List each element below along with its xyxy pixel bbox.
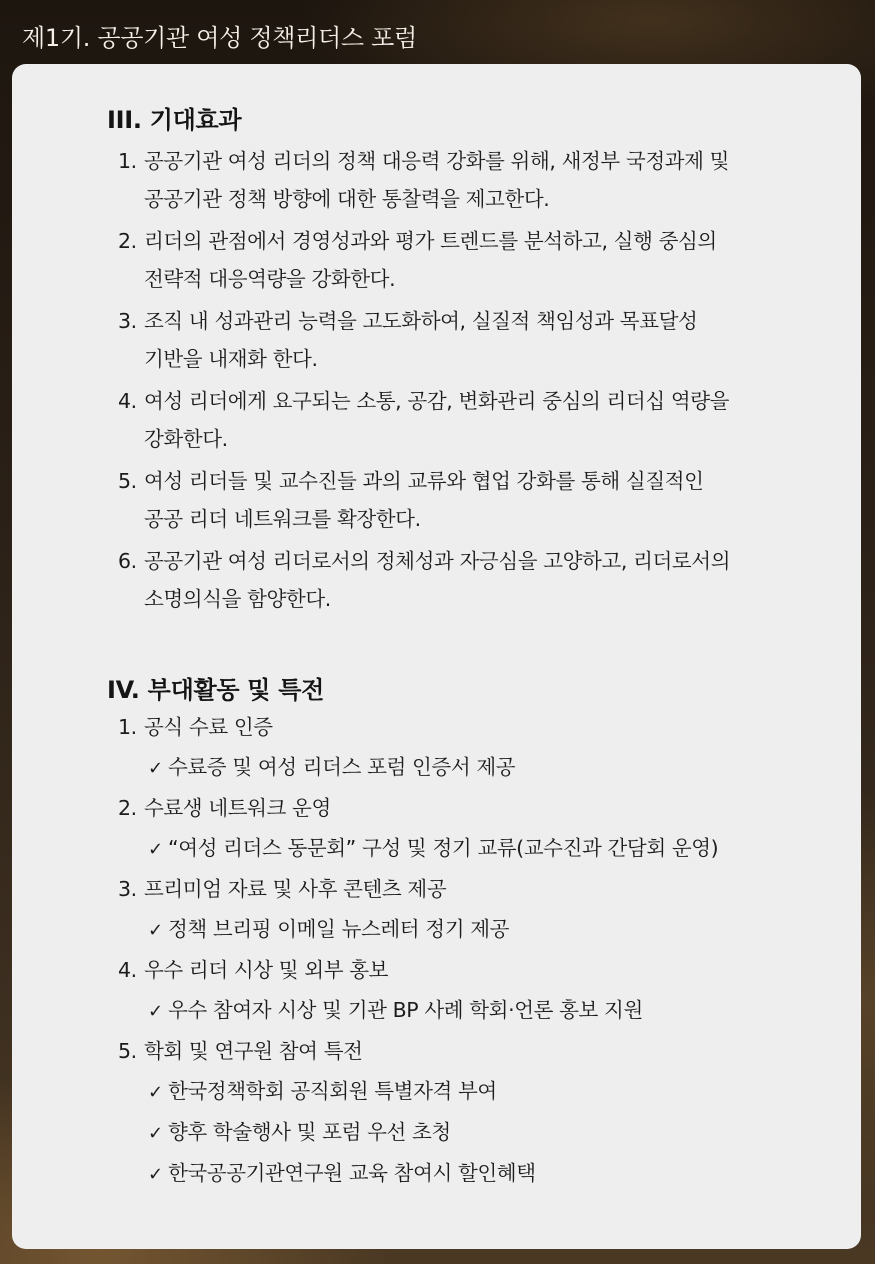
check-icon: ✓ <box>148 1123 163 1144</box>
check-icon: ✓ <box>148 1001 163 1022</box>
list-item: 3. 프리미엄 자료 및 사후 콘텐츠 제공 <box>118 877 447 901</box>
list-item: 1. 공식 수료 인증 <box>118 715 273 739</box>
check-icon: ✓ <box>148 758 163 779</box>
list-item: 5. 학회 및 연구원 참여 특전 <box>118 1039 363 1063</box>
list-item: 4. 우수 리더 시상 및 외부 홍보 <box>118 958 389 982</box>
list-item: 6. 공공기관 여성 리더로서의 정체성과 자긍심을 고양하고, 리더로서의 소명의식을 함양한다. <box>118 549 731 611</box>
sub-list-item: ✓ “여성 리더스 동문회” 구성 및 정기 교류(교수진과 간담회 운영) <box>148 834 718 864</box>
page-title: 제1기. 공공기관 여성 정책리더스 포럼 <box>22 24 417 52</box>
sub-list-item: ✓ 우수 참여자 시상 및 기관 BP 사례 학회·언론 홍보 지원 <box>148 996 643 1026</box>
check-icon: ✓ <box>148 1164 163 1185</box>
list-item: 4. 여성 리더에게 요구되는 소통, 공감, 변화관리 중심의 리더십 역량을 강화한다. <box>118 389 730 451</box>
section-title-activities-benefits: IV. 부대활동 및 특전 <box>107 676 324 704</box>
sub-list-item: ✓ 정책 브리핑 이메일 뉴스레터 정기 제공 <box>148 915 509 945</box>
section-title-expected-effects: III. 기대효과 <box>107 106 242 134</box>
content-card <box>12 64 861 1249</box>
list-item: 2. 리더의 관점에서 경영성과와 평가 트렌드를 분석하고, 실행 중심의 전략적 대응역량을 강화한다. <box>118 229 717 291</box>
check-icon: ✓ <box>148 920 163 941</box>
list-item: 1. 공공기관 여성 리더의 정책 대응력 강화를 위해, 새정부 국정과제 및 공공기관 정책 방향에 대한 통찰력을 제고한다. <box>118 149 730 211</box>
sub-list-item: ✓ 한국정책학회 공직회원 특별자격 부여 <box>148 1077 497 1107</box>
sub-list-item: ✓ 향후 학술행사 및 포럼 우선 초청 <box>148 1118 451 1148</box>
list-item: 2. 수료생 네트워크 운영 <box>118 796 331 820</box>
check-icon: ✓ <box>148 1082 163 1103</box>
list-item: 5. 여성 리더들 및 교수진들 과의 교류와 협업 강화를 통해 실질적인 공공 리더 네트워크를 확장한다. <box>118 469 704 531</box>
sub-list-item: ✓ 수료증 및 여성 리더스 포럼 인증서 제공 <box>148 753 515 783</box>
list-item: 3. 조직 내 성과관리 능력을 고도화하여, 실질적 책임성과 목표달성 기반을 내재화 한다. <box>118 309 698 371</box>
sub-list-item: ✓ 한국공공기관연구원 교육 참여시 할인혜택 <box>148 1159 536 1189</box>
check-icon: ✓ <box>148 839 163 860</box>
